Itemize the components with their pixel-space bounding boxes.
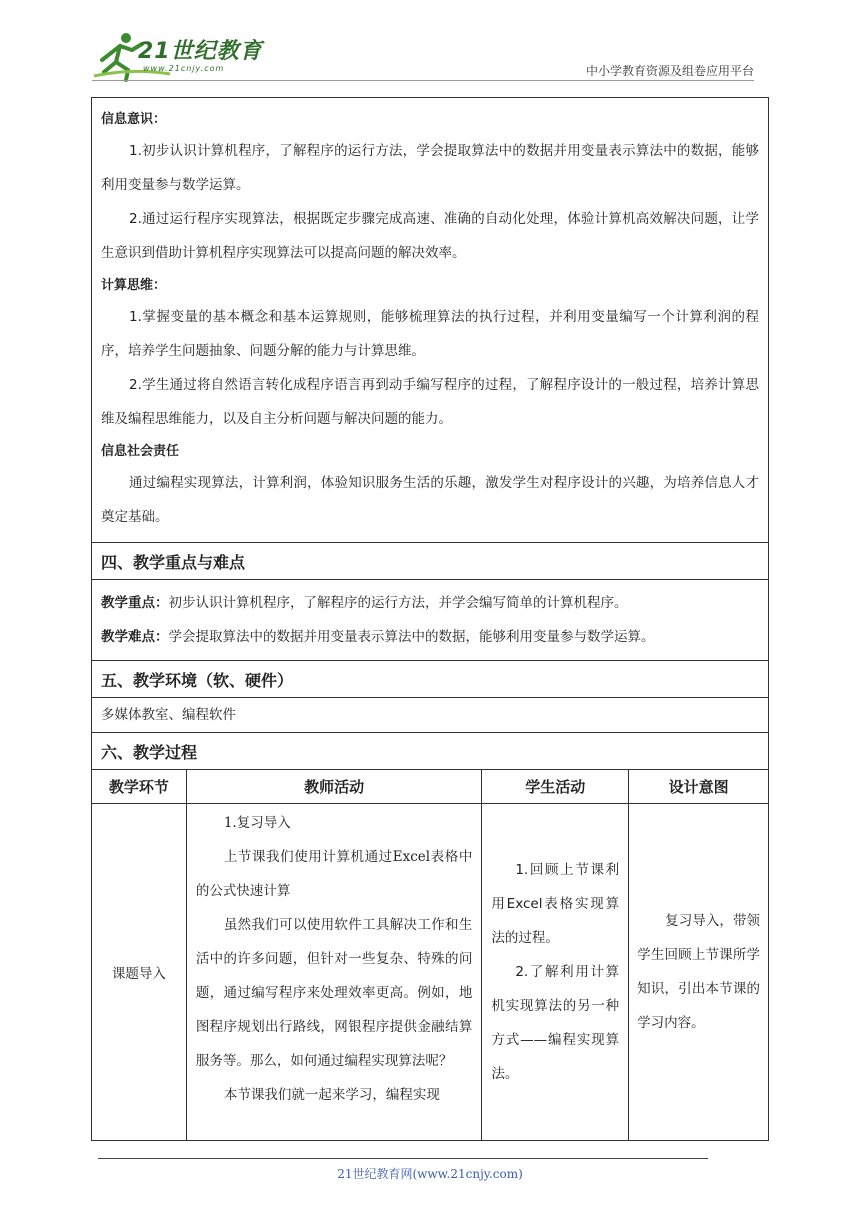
difficulty-text: 学会提取算法中的数据并用变量表示算法中的数据，能够利用变量参与数学运算。 [168,629,655,645]
teacher-paragraph: 1.复习导入 [223,815,291,831]
goal-heading-computational-thinking: 计算思维： [101,278,167,293]
student-paragraph: 1.回顾上节课利用Excel表格实现算法的过程。 [491,862,620,946]
column-header-teacher: 教师活动 [186,770,482,804]
teacher-paragraph: 虽然我们可以使用软件工具解决工作和生活中的许多问题，但针对一些复杂、特殊的问题，通过编写程序来处理效率更高。例如，地图程序规划出行路线，网银程序提供金融结算服务等。那么，如何通过编程实现算法呢？ [195,917,473,1069]
difficulty-label: 教学难点： [101,629,169,645]
section5-body: 多媒体教室、编程软件 [92,698,769,733]
stage-cell: 课题导入 [92,804,187,1141]
section5-title-row [92,661,769,698]
process-row-intro [92,804,769,1141]
key-point-line [101,586,759,620]
section5-body-row [92,698,769,733]
teacher-paragraph: 上节课我们使用计算机通过Excel表格中的公式快速计算 [195,849,473,899]
design-intent-cell [629,804,769,1141]
goal-paragraph: 2.通过运行程序实现算法，根据既定步骤完成高速、准确的自动化处理，体验计算机高效解决问题，让学生意识到借助计算机程序实现算法可以提高问题的解决效率。 [101,211,759,261]
section5-title: 五、教学环境（软、硬件） [92,661,769,698]
lesson-plan-document [91,97,769,1141]
column-header-stage: 教学环节 [92,770,187,804]
goal-heading-info-awareness: 信息意识： [101,112,167,127]
section4-body-row [92,580,769,661]
footer-text: 21世纪教育网(www.21cnjy.com) [337,1167,523,1181]
difficulty-line [101,620,759,654]
goal-paragraph: 1.掌握变量的基本概念和基本运算规则，能够梳理算法的执行过程，并利用变量编写一个计算利润的程序，培养学生问题抽象、问题分解的能力与计算思维。 [101,309,759,359]
section4-title: 四、教学重点与难点 [92,543,769,580]
student-activity-cell [482,804,629,1141]
goal-paragraph: 通过编程实现算法，计算利润，体验知识服务生活的乐趣，激发学生对程序设计的兴趣，为培养信息人才奠定基础。 [101,475,759,525]
logo-text: 21世纪教育 [138,39,263,64]
key-point-text: 初步认识计算机程序，了解程序的运行方法，并学会编写简单的计算机程序。 [168,595,628,611]
teacher-activity-cell [186,804,482,1141]
column-header-design: 设计意图 [629,770,769,804]
goal-heading-social-responsibility: 信息社会责任 [101,444,180,459]
section6-title: 六、教学过程 [92,733,769,770]
platform-name: 中小学教育资源及组卷应用平台 [585,64,754,78]
logo-url: www.21cnjy.com [143,64,225,73]
column-header-student: 学生活动 [482,770,629,804]
goals-cell [92,98,769,543]
header-divider [92,80,754,81]
key-point-label: 教学重点： [101,595,169,611]
footer-divider [98,1158,708,1159]
goal-paragraph: 2.学生通过将自然语言转化成程序语言再到动手编写程序的过程，了解程序设计的一般过程，培养计算思维及编程思维能力，以及自主分析问题与解决问题的能力。 [101,377,759,427]
student-paragraph: 2.了解利用计算机实现算法的另一种方式——编程实现算法。 [491,964,620,1082]
process-header-row [92,770,769,804]
section4-title-row [92,543,769,580]
goals-row [92,98,769,543]
design-paragraph: 复习导入，带领学生回顾上节课所学知识，引出本节课的学习内容。 [637,913,760,1031]
lesson-plan-table [91,97,769,1141]
goal-paragraph: 1.初步认识计算机程序，了解程序的运行方法，学会提取算法中的数据并用变量表示算法中的数据，能够利用变量参与数学运算。 [101,143,759,193]
page-header [0,0,860,90]
section6-title-row [92,733,769,770]
teacher-paragraph: 本节课我们就一起来学习，编程实现 [223,1087,440,1103]
section4-body [92,580,769,661]
